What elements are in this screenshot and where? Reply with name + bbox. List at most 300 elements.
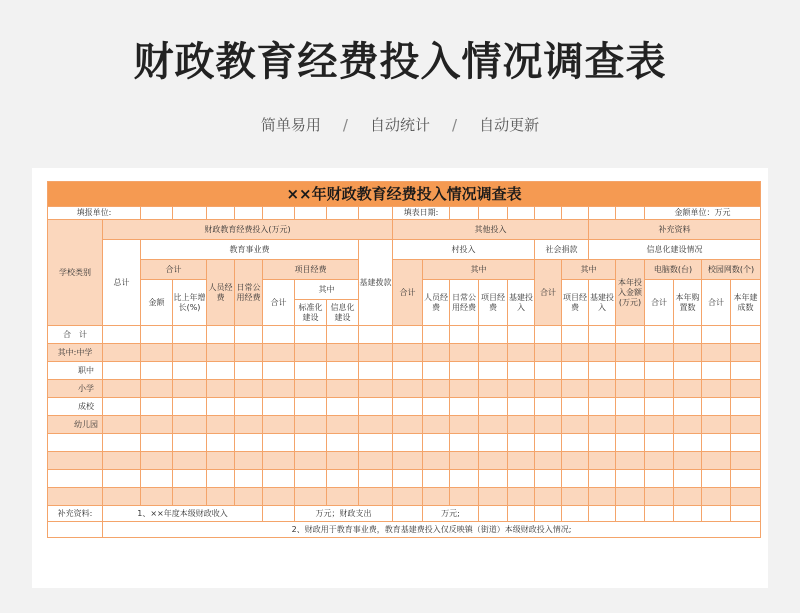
data-cell[interactable] — [263, 326, 295, 344]
data-cell[interactable] — [535, 344, 562, 362]
header-computers-subtotal: 合计 — [645, 280, 674, 326]
data-cell[interactable] — [731, 434, 761, 452]
data-cell[interactable] — [674, 434, 702, 452]
header-village-among: 其中 — [423, 260, 535, 280]
data-cell[interactable] — [508, 416, 535, 434]
data-cell[interactable] — [393, 434, 423, 452]
data-cell[interactable] — [731, 416, 761, 434]
data-cell[interactable] — [562, 434, 589, 452]
row-label: 合 计 — [48, 326, 103, 344]
data-cell[interactable] — [450, 398, 479, 416]
data-cell[interactable] — [702, 344, 731, 362]
data-cell[interactable] — [103, 488, 141, 506]
cell[interactable] — [359, 207, 393, 220]
data-cell[interactable] — [263, 398, 295, 416]
data-cell[interactable] — [103, 362, 141, 380]
header-computers: 电脑数(台) — [645, 260, 702, 280]
data-cell[interactable] — [562, 326, 589, 344]
cell[interactable] — [48, 522, 103, 538]
data-cell[interactable] — [359, 452, 393, 470]
data-cell[interactable] — [616, 362, 645, 380]
cell[interactable] — [535, 207, 562, 220]
feature-auto-stat: 自动统计 — [369, 116, 430, 134]
data-cell[interactable] — [359, 488, 393, 506]
data-cell[interactable] — [674, 344, 702, 362]
amount-unit-label: 金额单位：万元 — [645, 207, 761, 220]
data-cell[interactable] — [702, 452, 731, 470]
row-label: 职中 — [48, 362, 103, 380]
cell[interactable] — [731, 506, 761, 522]
data-cell[interactable] — [173, 380, 207, 398]
data-cell[interactable] — [173, 488, 207, 506]
data-cell[interactable] — [589, 416, 616, 434]
data-cell[interactable] — [141, 362, 173, 380]
data-cell[interactable] — [731, 398, 761, 416]
data-cell[interactable] — [263, 344, 295, 362]
data-cell[interactable] — [327, 362, 359, 380]
data-cell[interactable] — [479, 470, 508, 488]
data-cell[interactable] — [423, 416, 450, 434]
data-cell[interactable] — [235, 344, 263, 362]
cell[interactable] — [173, 207, 207, 220]
data-cell[interactable] — [141, 452, 173, 470]
data-cell[interactable] — [616, 470, 645, 488]
data-cell[interactable] — [263, 416, 295, 434]
data-cell[interactable] — [423, 488, 450, 506]
data-cell[interactable] — [674, 362, 702, 380]
separator: / — [452, 116, 458, 134]
data-cell[interactable] — [141, 470, 173, 488]
fill-date-label: 填表日期: — [393, 207, 450, 220]
table-row — [48, 434, 761, 452]
data-cell[interactable] — [393, 488, 423, 506]
data-cell[interactable] — [562, 380, 589, 398]
data-cell[interactable] — [645, 326, 674, 344]
data-cell[interactable] — [327, 344, 359, 362]
data-cell[interactable] — [479, 398, 508, 416]
data-cell[interactable] — [103, 326, 141, 344]
data-cell[interactable] — [616, 326, 645, 344]
data-cell[interactable] — [479, 326, 508, 344]
data-cell[interactable] — [508, 470, 535, 488]
data-cell[interactable] — [479, 452, 508, 470]
data-cell[interactable] — [295, 398, 327, 416]
data-cell[interactable] — [295, 344, 327, 362]
row-label: 小学 — [48, 380, 103, 398]
data-cell[interactable] — [173, 452, 207, 470]
data-cell[interactable] — [616, 488, 645, 506]
data-cell[interactable] — [508, 398, 535, 416]
data-cell[interactable] — [393, 416, 423, 434]
data-cell[interactable] — [645, 398, 674, 416]
header-network-subtotal: 合计 — [702, 280, 731, 326]
data-cell[interactable] — [235, 416, 263, 434]
cell[interactable] — [674, 506, 702, 522]
header-it-construction: 信息化建设情况 — [589, 240, 761, 260]
data-cell[interactable] — [702, 362, 731, 380]
fill-unit-label: 填报单位: — [48, 207, 141, 220]
data-cell[interactable] — [450, 470, 479, 488]
data-cell[interactable] — [508, 326, 535, 344]
data-cell[interactable] — [479, 362, 508, 380]
data-cell[interactable] — [702, 398, 731, 416]
header-it-build: 信息化建设 — [327, 300, 359, 326]
cell[interactable] — [535, 506, 562, 522]
table-row — [48, 344, 761, 362]
data-cell[interactable] — [645, 416, 674, 434]
data-cell[interactable] — [450, 488, 479, 506]
data-cell[interactable] — [295, 326, 327, 344]
data-cell[interactable] — [423, 398, 450, 416]
data-cell[interactable] — [645, 452, 674, 470]
data-cell[interactable] — [562, 470, 589, 488]
feature-easy: 简单易用 — [260, 116, 321, 134]
header-donation-capital: 基建投入 — [589, 280, 616, 326]
header-donation-among: 其中 — [562, 260, 616, 280]
data-cell[interactable] — [702, 380, 731, 398]
data-cell[interactable] — [235, 326, 263, 344]
data-cell[interactable] — [731, 344, 761, 362]
data-cell[interactable] — [423, 470, 450, 488]
data-cell[interactable] — [327, 380, 359, 398]
data-cell[interactable] — [327, 326, 359, 344]
data-cell[interactable] — [393, 452, 423, 470]
cell[interactable] — [508, 207, 535, 220]
data-cell[interactable] — [173, 434, 207, 452]
data-cell[interactable] — [295, 470, 327, 488]
data-cell[interactable] — [393, 362, 423, 380]
data-cell[interactable] — [450, 362, 479, 380]
data-cell[interactable] — [731, 488, 761, 506]
row-label: 成校 — [48, 398, 103, 416]
data-cell[interactable] — [141, 380, 173, 398]
data-cell[interactable] — [263, 452, 295, 470]
data-cell[interactable] — [674, 326, 702, 344]
data-cell[interactable] — [173, 398, 207, 416]
data-cell[interactable] — [589, 488, 616, 506]
data-cell[interactable] — [295, 416, 327, 434]
data-cell[interactable] — [103, 434, 141, 452]
data-cell[interactable] — [450, 452, 479, 470]
data-cell[interactable] — [674, 452, 702, 470]
data-cell[interactable] — [207, 470, 235, 488]
header-total: 总计 — [103, 240, 141, 326]
data-cell[interactable] — [103, 380, 141, 398]
data-cell[interactable] — [141, 488, 173, 506]
data-cell[interactable] — [207, 326, 235, 344]
data-cell[interactable] — [616, 416, 645, 434]
cell[interactable] — [450, 207, 479, 220]
table-row — [48, 488, 761, 506]
header-village-subtotal: 合计 — [393, 260, 423, 326]
data-cell[interactable] — [327, 488, 359, 506]
data-cell[interactable] — [508, 488, 535, 506]
data-cell[interactable] — [141, 326, 173, 344]
data-cell[interactable] — [479, 380, 508, 398]
header-village-capital: 基建投入 — [508, 280, 535, 326]
header-village-investment: 村投入 — [393, 240, 535, 260]
data-cell[interactable] — [645, 362, 674, 380]
separator: / — [342, 116, 348, 134]
data-cell[interactable] — [562, 488, 589, 506]
data-cell[interactable] — [423, 326, 450, 344]
header-project-subtotal: 合计 — [263, 280, 295, 326]
data-cell[interactable] — [479, 434, 508, 452]
data-cell[interactable] — [173, 416, 207, 434]
cell[interactable] — [616, 506, 645, 522]
data-cell[interactable] — [645, 380, 674, 398]
data-cell[interactable] — [207, 362, 235, 380]
data-cell[interactable] — [173, 326, 207, 344]
data-cell[interactable] — [645, 344, 674, 362]
data-cell[interactable] — [141, 416, 173, 434]
data-cell[interactable] — [702, 326, 731, 344]
data-cell[interactable] — [393, 326, 423, 344]
header-this-year-purchase: 本年购置数 — [674, 280, 702, 326]
data-cell[interactable] — [535, 434, 562, 452]
data-cell[interactable] — [327, 452, 359, 470]
cell[interactable] — [479, 506, 508, 522]
cell[interactable] — [589, 506, 616, 522]
data-cell[interactable] — [103, 398, 141, 416]
header-capital-appropriation: 基建拨款 — [359, 240, 393, 326]
cell[interactable] — [589, 207, 616, 220]
data-cell[interactable] — [535, 398, 562, 416]
data-cell[interactable] — [295, 380, 327, 398]
data-cell[interactable] — [731, 470, 761, 488]
cell[interactable] — [327, 207, 359, 220]
supp-label: 补充资料: — [48, 506, 103, 522]
data-cell[interactable] — [263, 434, 295, 452]
row-label — [48, 434, 103, 452]
data-cell[interactable] — [423, 362, 450, 380]
data-cell[interactable] — [295, 452, 327, 470]
data-cell[interactable] — [263, 488, 295, 506]
cell[interactable] — [263, 207, 295, 220]
data-cell[interactable] — [562, 416, 589, 434]
data-cell[interactable] — [173, 362, 207, 380]
data-cell[interactable] — [393, 380, 423, 398]
data-cell[interactable] — [645, 470, 674, 488]
data-cell[interactable] — [235, 434, 263, 452]
data-cell[interactable] — [479, 488, 508, 506]
data-cell[interactable] — [423, 434, 450, 452]
data-cell[interactable] — [207, 488, 235, 506]
data-cell[interactable] — [207, 416, 235, 434]
supp-line1-unit1: 万元；财政支出 — [295, 506, 393, 522]
cell[interactable] — [141, 207, 173, 220]
data-cell[interactable] — [616, 452, 645, 470]
data-cell[interactable] — [173, 344, 207, 362]
data-cell[interactable] — [359, 326, 393, 344]
data-cell[interactable] — [702, 416, 731, 434]
data-cell[interactable] — [674, 470, 702, 488]
data-cell[interactable] — [423, 380, 450, 398]
cell[interactable] — [616, 207, 645, 220]
cell[interactable] — [207, 207, 235, 220]
data-cell[interactable] — [103, 344, 141, 362]
data-cell[interactable] — [562, 452, 589, 470]
data-cell[interactable] — [535, 362, 562, 380]
header-donation-subtotal: 合计 — [535, 260, 562, 326]
cell[interactable] — [562, 207, 589, 220]
data-cell[interactable] — [327, 434, 359, 452]
header-school-type: 学校类别 — [48, 220, 103, 326]
data-cell[interactable] — [235, 488, 263, 506]
header-current-year-investment: 本年投入金额(万元) — [616, 260, 645, 326]
data-cell[interactable] — [207, 380, 235, 398]
data-cell[interactable] — [508, 344, 535, 362]
cell[interactable] — [702, 506, 731, 522]
cell[interactable] — [393, 506, 423, 522]
data-cell[interactable] — [508, 452, 535, 470]
data-cell[interactable] — [645, 434, 674, 452]
data-cell[interactable] — [327, 398, 359, 416]
table-row — [48, 362, 761, 380]
data-cell[interactable] — [103, 416, 141, 434]
data-cell[interactable] — [295, 362, 327, 380]
data-cell[interactable] — [616, 380, 645, 398]
data-cell[interactable] — [535, 326, 562, 344]
data-cell[interactable] — [393, 470, 423, 488]
table-row — [48, 380, 761, 398]
data-cell[interactable] — [535, 452, 562, 470]
data-cell[interactable] — [141, 398, 173, 416]
data-cell[interactable] — [589, 380, 616, 398]
data-cell[interactable] — [702, 488, 731, 506]
data-cell[interactable] — [207, 452, 235, 470]
data-cell[interactable] — [359, 434, 393, 452]
data-cell[interactable] — [589, 452, 616, 470]
cell[interactable] — [562, 506, 589, 522]
row-label: 幼儿园 — [48, 416, 103, 434]
data-cell[interactable] — [589, 362, 616, 380]
data-cell[interactable] — [235, 362, 263, 380]
data-cell[interactable] — [235, 380, 263, 398]
data-cell[interactable] — [359, 398, 393, 416]
data-cell[interactable] — [562, 398, 589, 416]
data-cell[interactable] — [674, 380, 702, 398]
data-cell[interactable] — [535, 488, 562, 506]
data-cell[interactable] — [731, 380, 761, 398]
spreadsheet-preview — [32, 168, 768, 588]
table-row — [48, 416, 761, 434]
data-cell[interactable] — [141, 434, 173, 452]
data-cell[interactable] — [508, 362, 535, 380]
table-row — [48, 470, 761, 488]
data-cell[interactable] — [731, 326, 761, 344]
data-cell[interactable] — [359, 416, 393, 434]
data-cell[interactable] — [103, 452, 141, 470]
cell[interactable] — [235, 207, 263, 220]
data-cell[interactable] — [359, 362, 393, 380]
data-cell[interactable] — [616, 344, 645, 362]
data-cell[interactable] — [103, 470, 141, 488]
data-cell[interactable] — [702, 434, 731, 452]
data-cell[interactable] — [589, 398, 616, 416]
data-cell[interactable] — [327, 470, 359, 488]
data-cell[interactable] — [450, 380, 479, 398]
row-label: 其中:中学 — [48, 344, 103, 362]
data-cell[interactable] — [207, 398, 235, 416]
data-cell[interactable] — [263, 470, 295, 488]
data-cell[interactable] — [423, 452, 450, 470]
table-row — [48, 452, 761, 470]
data-cell[interactable] — [508, 380, 535, 398]
header-campus-network: 校园网数(个) — [702, 260, 761, 280]
data-cell[interactable] — [393, 344, 423, 362]
header-village-personnel: 人员经费 — [423, 280, 450, 326]
header-daily-public-funds: 日常公用经费 — [235, 260, 263, 326]
cell[interactable] — [295, 207, 327, 220]
data-cell[interactable] — [450, 344, 479, 362]
data-cell[interactable] — [263, 362, 295, 380]
data-cell[interactable] — [450, 434, 479, 452]
cell[interactable] — [263, 506, 295, 522]
data-cell[interactable] — [359, 380, 393, 398]
data-cell[interactable] — [535, 380, 562, 398]
data-cell[interactable] — [235, 470, 263, 488]
data-cell[interactable] — [479, 416, 508, 434]
header-project-funds: 项目经费 — [263, 260, 359, 280]
data-cell[interactable] — [589, 470, 616, 488]
cell[interactable] — [645, 506, 674, 522]
data-cell[interactable] — [141, 344, 173, 362]
data-cell[interactable] — [562, 362, 589, 380]
data-cell[interactable] — [674, 398, 702, 416]
data-cell[interactable] — [327, 416, 359, 434]
data-cell[interactable] — [235, 398, 263, 416]
cell[interactable] — [508, 506, 535, 522]
data-cell[interactable] — [450, 326, 479, 344]
data-cell[interactable] — [359, 470, 393, 488]
data-cell[interactable] — [295, 488, 327, 506]
data-cell[interactable] — [295, 434, 327, 452]
header-project-among: 其中 — [295, 280, 359, 300]
data-cell[interactable] — [479, 344, 508, 362]
data-cell[interactable] — [589, 344, 616, 362]
data-cell[interactable] — [207, 344, 235, 362]
data-cell[interactable] — [207, 434, 235, 452]
data-cell[interactable] — [616, 434, 645, 452]
data-cell[interactable] — [589, 434, 616, 452]
data-cell[interactable] — [731, 452, 761, 470]
data-cell[interactable] — [616, 398, 645, 416]
data-cell[interactable] — [263, 380, 295, 398]
cell[interactable] — [479, 207, 508, 220]
data-cell[interactable] — [393, 398, 423, 416]
data-cell[interactable] — [535, 416, 562, 434]
feature-tagline — [0, 114, 800, 135]
page-title: 财政教育经费投入情况调查表 — [133, 39, 667, 85]
data-cell[interactable] — [535, 470, 562, 488]
data-cell[interactable] — [589, 326, 616, 344]
data-cell[interactable] — [674, 488, 702, 506]
data-cell[interactable] — [562, 344, 589, 362]
data-cell[interactable] — [359, 344, 393, 362]
data-cell[interactable] — [450, 416, 479, 434]
data-cell[interactable] — [508, 434, 535, 452]
data-cell[interactable] — [235, 452, 263, 470]
header-village-project: 项目经费 — [479, 280, 508, 326]
data-cell[interactable] — [702, 470, 731, 488]
data-cell[interactable] — [173, 470, 207, 488]
data-cell[interactable] — [731, 362, 761, 380]
data-cell[interactable] — [674, 416, 702, 434]
data-cell[interactable] — [423, 344, 450, 362]
data-cell[interactable] — [645, 488, 674, 506]
row-label — [48, 470, 103, 488]
